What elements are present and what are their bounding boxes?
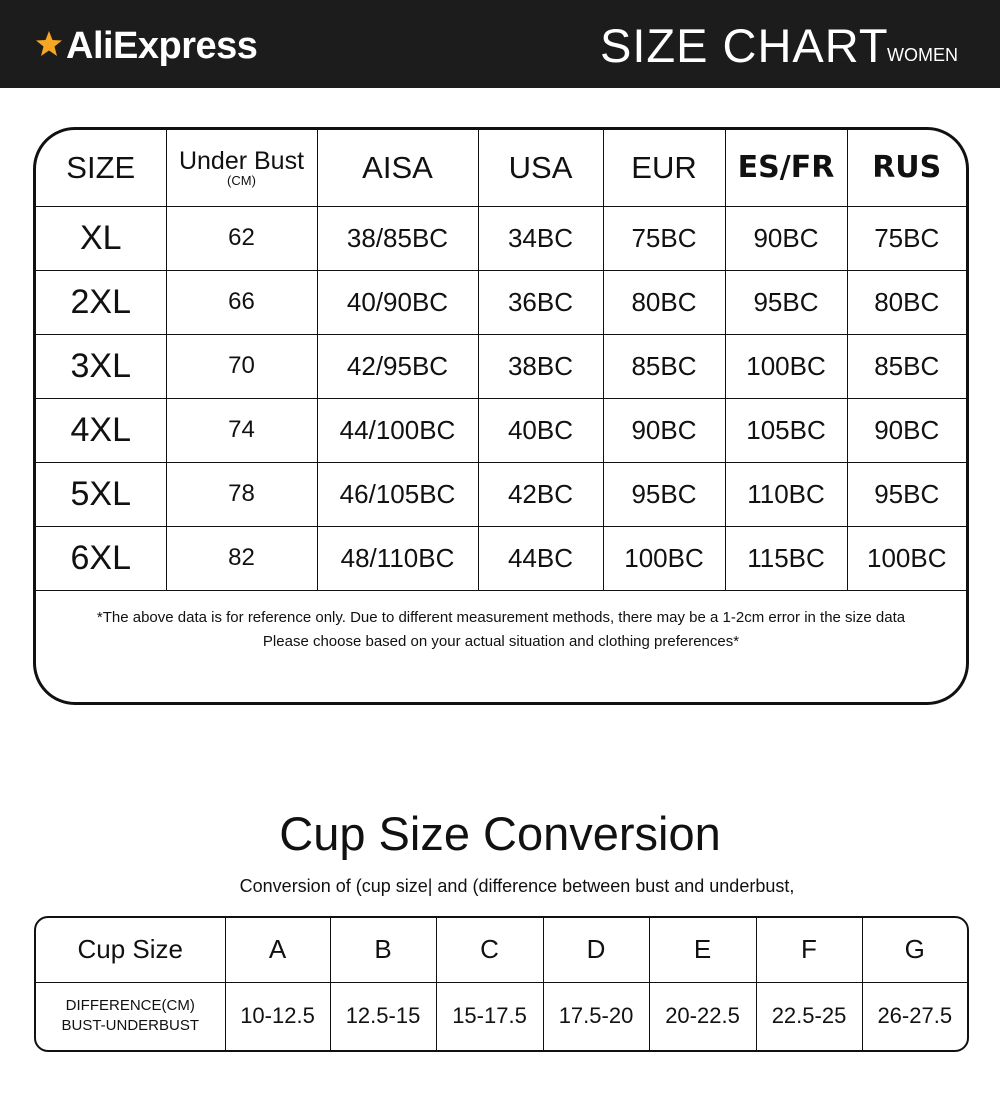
usa-cell: 38BC (478, 334, 603, 398)
eur-cell: 80BC (603, 270, 725, 334)
difference-cell: 17.5-20 (543, 982, 649, 1050)
under-bust-cell: 70 (166, 334, 317, 398)
difference-cell: 22.5-25 (756, 982, 862, 1050)
cup-cell: G (862, 918, 967, 982)
es-fr-cell: 105BC (725, 398, 847, 462)
star-icon (34, 29, 64, 59)
logo-text: AliExpress (66, 24, 258, 67)
table-row (36, 526, 966, 590)
size-cell: 5XL (36, 462, 166, 526)
table-row (36, 206, 966, 270)
column-header-size: SIZE (36, 130, 166, 206)
eur-cell: 95BC (603, 462, 725, 526)
under-bust-cell: 66 (166, 270, 317, 334)
eur-cell: 75BC (603, 206, 725, 270)
under-bust-cell: 74 (166, 398, 317, 462)
under-bust-label: Under Bust (178, 146, 305, 175)
eur-cell: 90BC (603, 398, 725, 462)
difference-label-line-2: BUST-UNDERBUST (61, 1017, 199, 1035)
aisa-cell: 44/100BC (317, 398, 478, 462)
es-fr-cell: 90BC (725, 206, 847, 270)
cup-cell: D (543, 918, 649, 982)
usa-cell: 34BC (478, 206, 603, 270)
column-header-under-bust (166, 130, 317, 206)
page-subtitle: WOMEN (887, 45, 958, 65)
cup-cell: E (649, 918, 756, 982)
under-bust-unit: (CM) (227, 172, 256, 188)
column-header-aisa: AISA (317, 130, 478, 206)
cup-conversion-subtitle: Conversion of (cup size| and (difference between bust and underbust, (239, 876, 795, 896)
cup-cell: F (756, 918, 862, 982)
es-fr-cell: 95BC (725, 270, 847, 334)
rus-cell: 90BC (847, 398, 966, 462)
difference-cell: 20-22.5 (649, 982, 756, 1050)
size-cell: 2XL (36, 270, 166, 334)
difference-row (36, 982, 967, 1050)
size-chart-card (33, 127, 969, 705)
es-fr-cell: 110BC (725, 462, 847, 526)
size-chart-note (36, 606, 966, 654)
under-bust-cell: 62 (166, 206, 317, 270)
page-title: SIZE CHART (600, 19, 889, 72)
rus-cell: 75BC (847, 206, 966, 270)
difference-label (36, 982, 225, 1050)
note-line-2: Please choose based on your actual situation and clothing preferences* (262, 633, 740, 650)
rus-cell: 80BC (847, 270, 966, 334)
cup-size-label: Cup Size (36, 918, 225, 982)
aisa-cell: 48/110BC (317, 526, 478, 590)
difference-label-line-1: DIFFERENCE(CM) (65, 997, 195, 1015)
usa-cell: 40BC (478, 398, 603, 462)
note-line-1: *The above data is for reference only. Due to different measurement methods, there may be a 1-2cm error in the size data (96, 609, 906, 626)
aisa-cell: 40/90BC (317, 270, 478, 334)
table-row (36, 270, 966, 334)
header-bar (0, 0, 1000, 88)
table-row (36, 334, 966, 398)
table-row (36, 398, 966, 462)
size-cell: 4XL (36, 398, 166, 462)
usa-cell: 42BC (478, 462, 603, 526)
size-cell: 6XL (36, 526, 166, 590)
size-cell: XL (36, 206, 166, 270)
column-header-eur: EUR (603, 130, 725, 206)
aliexpress-logo[interactable] (34, 22, 257, 70)
es-fr-cell: 115BC (725, 526, 847, 590)
table-row (36, 462, 966, 526)
rus-cell: 85BC (847, 334, 966, 398)
eur-cell: 100BC (603, 526, 725, 590)
aisa-cell: 42/95BC (317, 334, 478, 398)
difference-cell: 26-27.5 (862, 982, 967, 1050)
under-bust-cell: 78 (166, 462, 317, 526)
aisa-cell: 46/105BC (317, 462, 478, 526)
table-header-row (36, 130, 966, 206)
es-fr-cell: 100BC (725, 334, 847, 398)
rus-cell: 95BC (847, 462, 966, 526)
aisa-cell: 38/85BC (317, 206, 478, 270)
size-chart-table (36, 130, 966, 591)
cup-size-row (36, 918, 967, 982)
size-cell: 3XL (36, 334, 166, 398)
cup-cell: A (225, 918, 330, 982)
cup-cell: B (330, 918, 436, 982)
rus-cell: 100BC (847, 526, 966, 590)
difference-cell: 15-17.5 (436, 982, 543, 1050)
column-header-rus: RUS (847, 130, 966, 206)
cup-cell: C (436, 918, 543, 982)
column-header-es-fr: ES/FR (725, 130, 847, 206)
difference-cell: 12.5-15 (330, 982, 436, 1050)
cup-conversion-title: Cup Size Conversion (279, 807, 721, 860)
under-bust-cell: 82 (166, 526, 317, 590)
usa-cell: 44BC (478, 526, 603, 590)
cup-conversion-card (34, 916, 969, 1052)
difference-cell: 10-12.5 (225, 982, 330, 1050)
usa-cell: 36BC (478, 270, 603, 334)
eur-cell: 85BC (603, 334, 725, 398)
cup-conversion-table (36, 918, 967, 1050)
column-header-usa: USA (478, 130, 603, 206)
